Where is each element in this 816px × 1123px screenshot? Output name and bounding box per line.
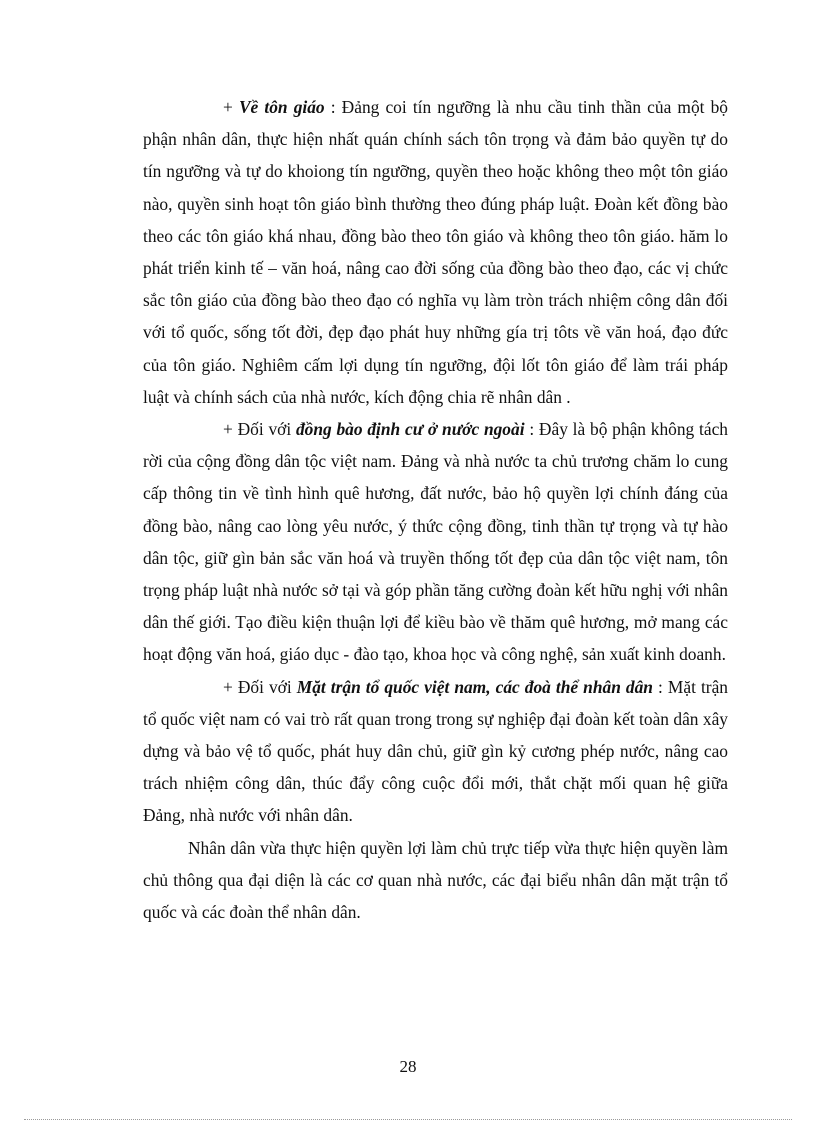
paragraph-religion bbox=[143, 91, 728, 413]
paragraph-overseas-compatriots bbox=[143, 413, 728, 671]
paragraph-fatherland-front bbox=[143, 671, 728, 832]
page-number: 28 bbox=[399, 1057, 417, 1076]
paragraph-body: : Đảng coi tín ngưỡng là nhu cầu tinh thần của một bộ phận nhân dân, thực hiện nhất quán chính sách tôn trọng và đảm bảo quyền tự do tín ngưỡng và tự do khoiong tín ngưỡng, quyền theo hoặc không theo một tôn giáo nào, quyền sinh hoạt tôn giáo bình thường theo đúng pháp luật. Đoàn kết đồng bào theo các tôn giáo khá nhau, đồng bào theo tôn giáo và không theo tôn giáo. hăm lo phát triển kinh tế – văn hoá, nâng cao đời sống của đồng bào theo đạo, các vị chức sắc tôn giáo của đồng bào theo đạo có nghĩa vụ làm tròn trách nhiệm công dân đối với tổ quốc, sống tốt đời, đẹp đạo phát huy những gía trị tôts về văn hoá, đạo đức của tôn giáo. Nghiêm cấm lợi dụng tín ngưỡng, đội lốt tôn giáo để làm trái pháp luật và chính sách của nhà nước, kích động chia rẽ nhân dân . bbox=[143, 97, 728, 407]
topic-heading-religion: Về tôn giáo bbox=[238, 97, 325, 117]
topic-heading-overseas-compatriots: đồng bào định cư ở nước ngoài bbox=[295, 419, 525, 440]
paragraph-body: : Mặt trận tổ quốc việt nam có vai trò rất quan trong trong sự nghiệp đại đoàn kết toàn dân xây dựng và bảo vệ tổ quốc, phát huy dân chủ, giữ gìn kỷ cương phép nước, nâng cao trách nhiệm công dân, thúc đẩy công cuộc đổi mới, thắt chặt mối quan hệ giữa Đảng, nhà nước với nhân dân. bbox=[143, 676, 728, 826]
paragraph-body: : Đây là bộ phận không tách rời của cộng đồng dân tộc việt nam. Đảng và nhà nước ta chủ trương chăm lo cung cấp thông tin về tình hình quê hương, đất nước, bảo hộ quyền lợi chính đáng của đồng bào, nâng cao lòng yêu nước, ý thức cộng đồng, tinh thần tự trọng và tự hào dân tộc, giữ gìn bản sắc văn hoá và truyền thống tốt đẹp của dân tộc việt nam, tôn trọng pháp luật nhà nước sở tại và góp phần tăng cường đoàn kết hữu nghị với nhân dân thế giới. Tạo điều kiện thuận lợi để kiều bào về thăm quê hương, mở mang các hoạt động văn hoá, giáo dục - đào tạo, khoa học và công nghệ, sản xuất kinh doanh. bbox=[143, 419, 728, 665]
footer-divider bbox=[24, 1119, 792, 1120]
paragraph-prefix: + Đối với bbox=[223, 676, 297, 697]
body-text bbox=[143, 91, 728, 928]
paragraph-prefix: + bbox=[223, 97, 239, 117]
paragraph-prefix: + Đối với bbox=[223, 419, 296, 440]
topic-heading-fatherland-front: Mặt trận tổ quốc việt nam, các đoà thể nhân dân bbox=[296, 676, 653, 697]
paragraph-people-mastery: Nhân dân vừa thực hiện quyền lợi làm chủ trực tiếp vừa thực hiện quyền làm chủ thông qua đại diện là các cơ quan nhà nước, các đại biểu nhân dân mặt trận tổ quốc và các đoàn thể nhân dân. bbox=[143, 837, 728, 923]
